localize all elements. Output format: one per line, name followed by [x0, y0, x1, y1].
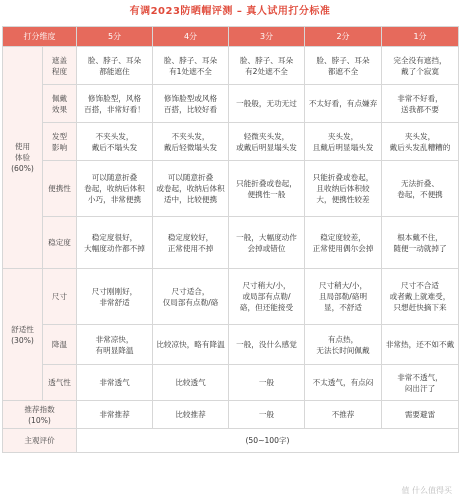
header-score-5: 5分 — [77, 27, 153, 47]
score-cell: 脸、脖子、耳朵 都遮不全 — [305, 47, 382, 85]
score-cell: 一般，大幅度动作 会掉或错位 — [229, 217, 305, 269]
score-cell: 尺寸刚刚好， 非常舒适 — [77, 269, 153, 325]
score-cell: 可以随意折叠 或卷起，收纳后体积 适中，比较便携 — [153, 161, 229, 217]
score-cell: 脸、脖子、耳朵 都能遮住 — [77, 47, 153, 85]
header-dimension: 打分维度 — [3, 27, 77, 47]
dimension-label: 便携性 — [43, 161, 77, 217]
score-cell: 非常不好看， 送我都不要 — [382, 85, 459, 123]
dimension-label: 降温 — [43, 325, 77, 365]
score-cell: 非常凉快， 有明显降温 — [77, 325, 153, 365]
score-cell: 一般般，无功无过 — [229, 85, 305, 123]
recommend-cell: 需要避雷 — [382, 401, 459, 429]
header-row — [3, 27, 459, 47]
dimension-label: 稳定度 — [43, 217, 77, 269]
score-cell: 夹头发， 且戴后明显塌头发 — [305, 123, 382, 161]
watermark: 值 什么值得买 — [401, 486, 452, 495]
score-cell: 脸、脖子、耳朵 有2处遮不全 — [229, 47, 305, 85]
score-cell: 根本戴不住， 随便一动就掉了 — [382, 217, 459, 269]
table-row — [3, 161, 459, 217]
review-value: (50~100字) — [77, 429, 459, 453]
score-cell: 夹头发， 戴后头发乱糟糟的 — [382, 123, 459, 161]
score-cell: 尺寸稍大/小， 且局部勒/硌明 显，不舒适 — [305, 269, 382, 325]
dimension-label: 尺寸 — [43, 269, 77, 325]
score-cell: 非常不透气， 闷出汗了 — [382, 365, 459, 401]
table-row — [3, 269, 459, 325]
score-cell: 一般，没什么感觉 — [229, 325, 305, 365]
group-label: 使用 体验 (60%) — [3, 47, 43, 269]
table-row — [3, 365, 459, 401]
score-cell: 稳定度很好， 大幅度动作都不掉 — [77, 217, 153, 269]
header-score-3: 3分 — [229, 27, 305, 47]
score-cell: 修饰脸型或风格 百搭，比较好看 — [153, 85, 229, 123]
score-cell: 只能折叠或卷起， 便携性一般 — [229, 161, 305, 217]
scoring-table — [2, 26, 459, 453]
score-cell: 非常热，还不如不戴 — [382, 325, 459, 365]
table-row — [3, 429, 459, 453]
dimension-label: 发型 影响 — [43, 123, 77, 161]
score-cell: 一般 — [229, 365, 305, 401]
table-row — [3, 85, 459, 123]
score-cell: 轻微夹头发， 或戴后明显塌头发 — [229, 123, 305, 161]
score-cell: 比较凉快，略有降温 — [153, 325, 229, 365]
score-cell: 比较透气 — [153, 365, 229, 401]
table-row — [3, 47, 459, 85]
recommend-cell: 一般 — [229, 401, 305, 429]
table-row — [3, 325, 459, 365]
dimension-label: 佩戴 效果 — [43, 85, 77, 123]
dimension-label: 透气性 — [43, 365, 77, 401]
score-cell: 尺寸适合， 仅局部有点勒/硌 — [153, 269, 229, 325]
page-title: 有调2023防晒帽评测 – 真人试用打分标准 — [129, 6, 331, 17]
score-cell: 不太好看，有点嫌弃 — [305, 85, 382, 123]
score-cell: 尺寸稍大/小， 或局部有点勒/ 硌，但还能接受 — [229, 269, 305, 325]
group-label: 舒适性 (30%) — [3, 269, 43, 401]
score-cell: 可以随意折叠 卷起，收纳后体积 小巧，非常便携 — [77, 161, 153, 217]
score-cell: 稳定度较好， 正常使用不掉 — [153, 217, 229, 269]
table-row — [3, 123, 459, 161]
score-cell: 不太透气，有点闷 — [305, 365, 382, 401]
review-label: 主观评价 — [3, 429, 77, 453]
score-cell: 完全没有遮挡， 戴了个寂寞 — [382, 47, 459, 85]
header-score-4: 4分 — [153, 27, 229, 47]
score-cell: 无法折叠、 卷起，不便携 — [382, 161, 459, 217]
recommend-cell: 不推荐 — [305, 401, 382, 429]
score-cell: 脸、脖子、耳朵 有1处遮不全 — [153, 47, 229, 85]
score-cell: 尺寸不合适 或者戴上就难受， 只想赶快摘下来 — [382, 269, 459, 325]
dimension-label: 遮盖 程度 — [43, 47, 77, 85]
table-row — [3, 217, 459, 269]
header-score-2: 2分 — [305, 27, 382, 47]
header-score-1: 1分 — [382, 27, 459, 47]
score-cell: 有点热， 无法长时间佩戴 — [305, 325, 382, 365]
recommend-label: 推荐指数 (10%) — [3, 401, 77, 429]
score-cell: 不夹头发， 戴后不塌头发 — [77, 123, 153, 161]
recommend-cell: 比较推荐 — [153, 401, 229, 429]
score-cell: 只能折叠或卷起， 且收纳后体积较 大，便携性较差 — [305, 161, 382, 217]
table-row — [3, 401, 459, 429]
score-cell: 不夹头发， 戴后轻微塌头发 — [153, 123, 229, 161]
score-cell: 非常透气 — [77, 365, 153, 401]
recommend-cell: 非常推荐 — [77, 401, 153, 429]
score-cell: 稳定度较差， 正常使用偶尔会掉 — [305, 217, 382, 269]
score-cell: 修饰脸型，风格 百搭，非常好看！ — [77, 85, 153, 123]
